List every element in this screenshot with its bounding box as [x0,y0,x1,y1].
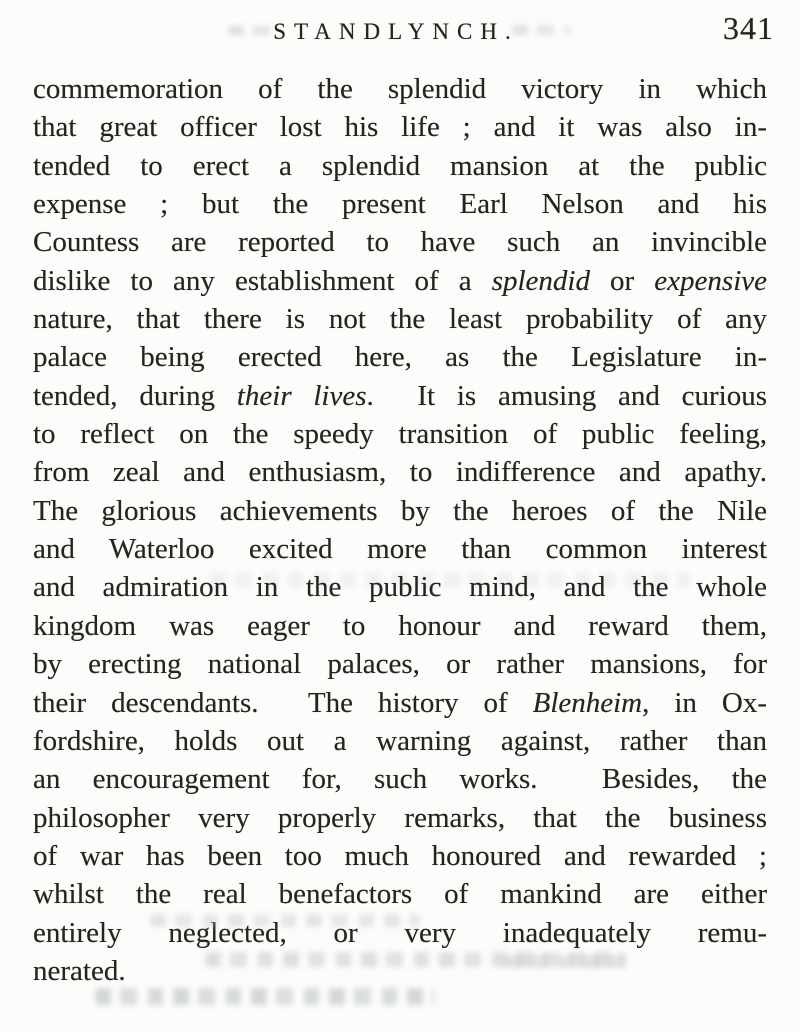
text-line [33,760,767,798]
text-segment: , in Ox- [642,686,767,719]
text-segment: to reflect on the speedy transition of public feeling, [33,418,767,451]
text-segment: tended, during [33,379,237,412]
text-line [33,837,767,875]
text-line [33,607,767,645]
italic-text-segment: Blenheim [532,686,643,719]
text-segment: by erecting national palaces, or rather mansions, for [33,648,767,681]
show-through-smudge [150,914,420,927]
body-text-block [33,70,767,990]
text-line [33,453,767,491]
text-segment: entirely neglected, or very inadequately remu- [33,916,767,949]
italic-text-segment: splendid [491,264,590,297]
text-segment: and Waterloo excited more than common interest [33,533,767,566]
italic-text-segment: expensive [654,264,767,297]
text-segment: . It is amusing and curious [366,379,767,412]
text-line [33,492,767,530]
text-segment: fordshire, holds out a warning against, rather than [33,724,767,757]
text-segment: nature, that there is not the least probability of any [33,303,767,336]
text-segment: of war has been too much honoured and rewarded ; [33,839,767,872]
text-segment: and admiration in the public mind, and the whole [33,571,767,604]
text-line [33,262,767,300]
text-segment: from zeal and enthusiasm, to indifference and apathy. [33,456,767,489]
text-line [33,875,767,913]
page-number: 341 [723,10,774,46]
text-line [33,70,767,108]
text-segment: commemoration of the splendid victory in which [33,73,767,105]
text-segment: tended to erect a splendid mansion at the public [33,149,767,182]
text-segment: expense ; but the present Earl Nelson and his [33,188,767,221]
text-line [33,300,767,338]
text-line [33,722,767,760]
running-header [0,0,800,60]
text-line [33,530,767,568]
text-line [33,645,767,683]
text-line [33,377,767,415]
text-segment: whilst the real benefactors of mankind are either [33,878,767,911]
text-segment: Countess are reported to have such an invincible [33,226,767,259]
text-line [33,799,767,837]
running-title: STANDLYNCH. [273,19,519,44]
text-segment: kingdom was eager to honour and reward them, [33,609,767,642]
show-through-smudge [95,988,435,1005]
text-segment: The glorious achievements by the heroes of the Nile [33,494,767,527]
text-line [33,568,767,606]
text-line [33,338,767,376]
text-segment: or [589,264,655,297]
text-line [33,223,767,261]
ink-smudge [512,25,570,35]
text-segment: nerated. [33,954,126,987]
text-line [33,185,767,223]
text-line [33,415,767,453]
text-segment: palace being erected here, as the Legislature in- [33,341,767,374]
show-through-smudge [505,955,635,968]
text-segment: their descendants. The history of [33,686,533,719]
text-segment: that great officer lost his life ; and it was also in- [33,111,767,144]
text-segment: dislike to any establishment of a [33,264,492,297]
text-segment: an encouragement for, such works. Besides, the [33,763,767,796]
text-line [33,147,767,185]
ink-smudge [228,26,280,35]
text-line [33,108,767,146]
text-line [33,684,767,722]
text-segment: philosopher very properly remarks, that the business [33,801,767,834]
italic-text-segment: their lives [236,379,367,412]
